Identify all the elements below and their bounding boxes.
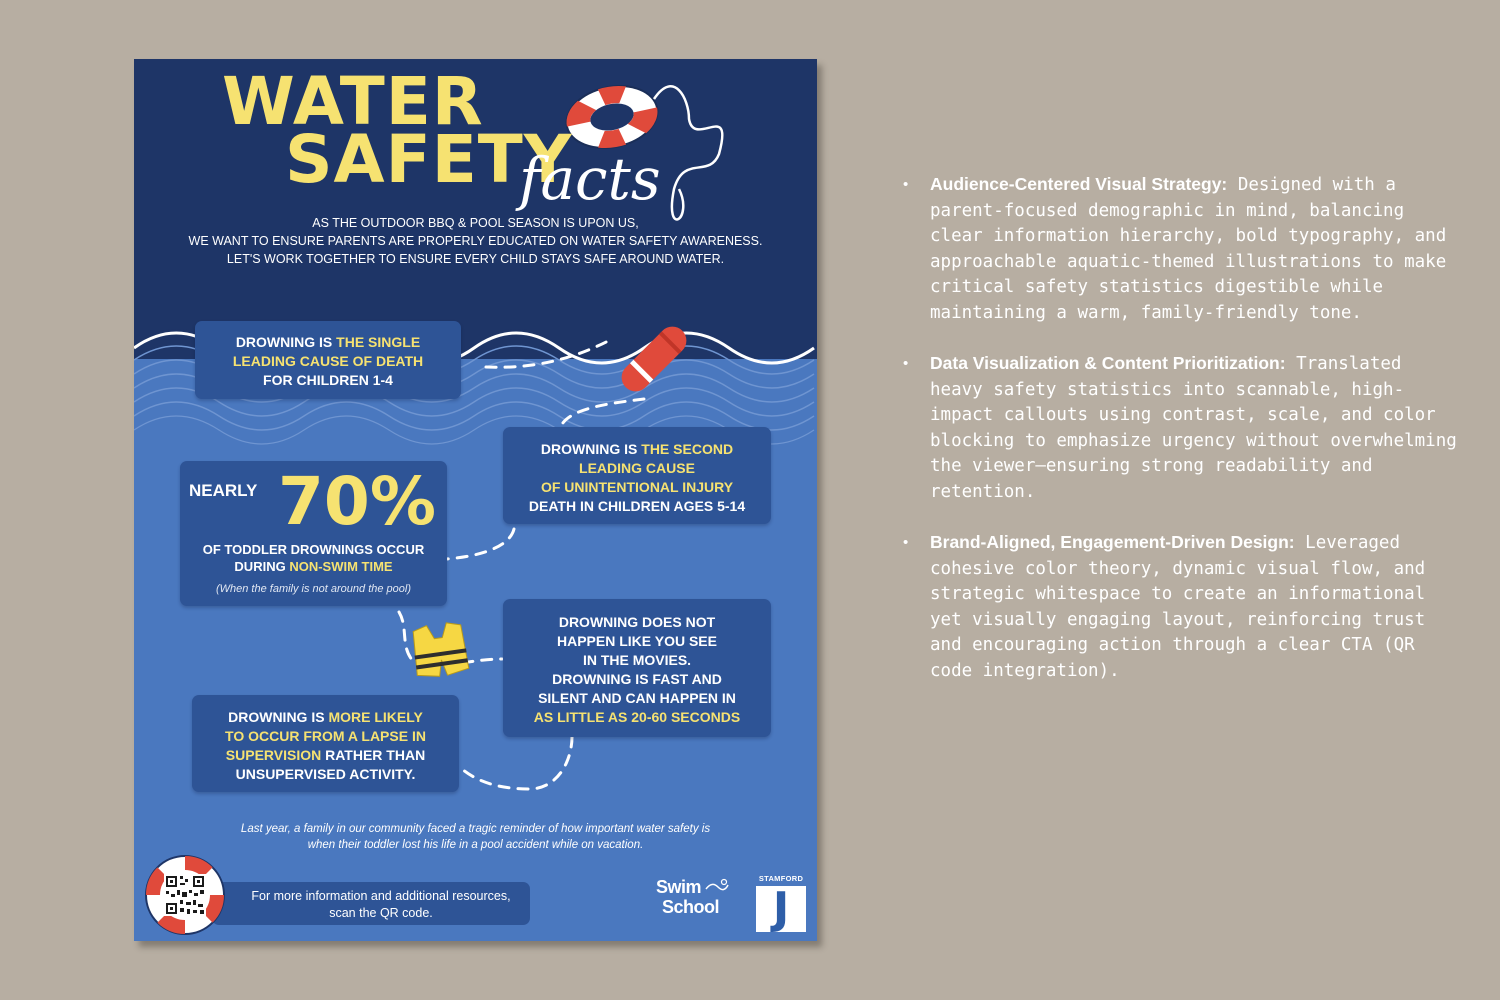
fact-text: SILENT AND CAN HAPPEN IN (538, 690, 736, 706)
logo-school-text: School (662, 897, 720, 917)
fact-percent: 70% (278, 463, 436, 540)
community-story (164, 821, 787, 853)
intro-line: AS THE OUTDOOR BBQ & POOL SEASON IS UPON US, (312, 216, 639, 230)
fact-highlight: LEADING CAUSE (579, 460, 695, 476)
description-body: Translated heavy safety statistics into scannable, high-impact callouts using contrast, scale, and color blocking to emphasize urgency without overwhelming the viewer—ensuring strong readability and retention. (930, 354, 1457, 502)
description-body: Designed with a parent-focused demographic in mind, balancing clear information hierarchy, bold typography, and approachable aquatic-themed illustrations to make critical safety statistics digestible while maintaining a warm, family-friendly tone. (930, 175, 1447, 323)
swim-school-logo (652, 877, 732, 935)
fact-text: UNSUPERVISED ACTIVITY. (235, 766, 416, 782)
fact-note: (When the family is not around the pool) (215, 583, 412, 595)
fact-highlight: NON-SWIM TIME (289, 559, 393, 574)
description-item (903, 530, 1463, 684)
fact-text: OF TODDLER DROWNINGS OCCUR (202, 542, 425, 557)
water-safety-poster (134, 59, 817, 941)
fact-highlight: AS LITTLE AS 20-60 SECONDS (533, 709, 741, 725)
bullet-icon: • (903, 176, 909, 193)
story-line: Last year, a family in our community faced a tragic reminder of how important water safety is (240, 823, 711, 835)
title-facts-script: facts (519, 145, 661, 213)
fact-highlight: MORE LIKELY (328, 709, 423, 725)
logo-j-letter: J (772, 883, 790, 934)
description-heading: Audience-Centered Visual Strategy: (930, 174, 1228, 194)
story-line: when their toddler lost his life in a pool accident while on vacation. (307, 839, 644, 851)
fact-highlight: THE SECOND (641, 441, 734, 457)
life-vest-illustration (411, 621, 470, 680)
title-safety: SAFETY (285, 121, 573, 198)
fact-card-second-cause (503, 427, 771, 524)
fact-highlight: TO OCCUR FROM A LAPSE IN (225, 728, 426, 744)
fact-text: FOR CHILDREN 1-4 (263, 372, 393, 388)
intro-text (164, 214, 787, 268)
fact-text: IN THE MOVIES. (582, 652, 692, 668)
fact-text: DEATH IN CHILDREN AGES 5-14 (528, 498, 746, 514)
description-body: Leveraged cohesive color theory, dynamic visual flow, and strategic whitespace to create an informational yet visually engaging layout, reinforcing trust and encouraging action through a clear CTA (QR code integration). (930, 533, 1426, 681)
fact-card-seventy-percent (180, 461, 447, 606)
fact-text: DROWNING IS (235, 334, 337, 350)
fact-text: RATHER THAN (321, 747, 426, 763)
fact-highlight: OF UNINTENTIONAL INJURY (540, 479, 734, 495)
title-water: WATER (222, 63, 484, 140)
logo-swim-text: Swim (656, 877, 702, 897)
intro-line: LET'S WORK TOGETHER TO ENSURE EVERY CHILD STAYS SAFE AROUND WATER. (226, 252, 725, 266)
fact-text: DROWNING IS FAST AND (552, 671, 722, 687)
logo-j-box (756, 883, 806, 934)
qr-code[interactable] (144, 854, 226, 936)
bullet-icon: • (903, 534, 909, 551)
intro-line: WE WANT TO ENSURE PARENTS ARE PROPERLY EDUCATED ON WATER SAFETY AWARENESS. (188, 234, 763, 248)
fact-nearly: NEARLY (189, 481, 258, 500)
fact-text: HAPPEN LIKE YOU SEE (556, 633, 717, 649)
project-description (903, 172, 1463, 709)
description-heading: Brand-Aligned, Engagement-Driven Design: (930, 532, 1295, 552)
description-item (903, 351, 1463, 505)
logo-stamford-text: STAMFORD (758, 874, 804, 883)
fact-text: DURING (234, 559, 290, 574)
fact-text-line2 (180, 558, 447, 575)
fact-text: DROWNING DOES NOT (558, 614, 716, 630)
fact-highlight: LEADING CAUSE OF DEATH (232, 353, 424, 369)
fact-card-movies (503, 599, 771, 737)
fact-card-supervision (192, 695, 459, 792)
cta-line: For more information and additional resources, (251, 889, 511, 903)
description-item (903, 172, 1463, 326)
swimmer-icon (704, 877, 730, 895)
description-heading: Data Visualization & Content Prioritization: (930, 353, 1286, 373)
qr-call-to-action (212, 882, 530, 925)
fact-card-leading-cause (195, 321, 461, 399)
rescue-buoy-illustration (616, 321, 692, 397)
bullet-icon: • (903, 355, 909, 372)
fact-text: DROWNING IS (540, 441, 642, 457)
fact-highlight: THE SINGLE (336, 334, 421, 350)
fact-text: DROWNING IS (228, 709, 329, 725)
cta-line: scan the QR code. (329, 906, 433, 920)
fact-highlight: SUPERVISION (225, 747, 322, 763)
stamford-jcc-logo (756, 874, 806, 934)
